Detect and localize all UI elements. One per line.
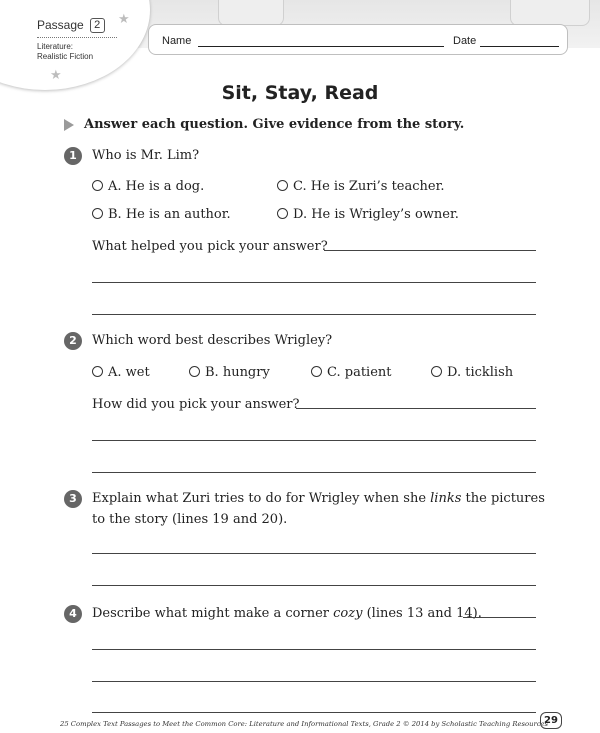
page-number: 29 bbox=[540, 712, 562, 729]
radio-icon bbox=[92, 208, 103, 219]
star-icon: ★ bbox=[50, 68, 62, 83]
radio-icon bbox=[92, 366, 103, 377]
answer-choice[interactable]: A. wet bbox=[92, 365, 150, 380]
answer-line[interactable] bbox=[92, 472, 536, 473]
radio-icon bbox=[277, 208, 288, 219]
question-number: 3 bbox=[64, 490, 82, 508]
answer-line[interactable] bbox=[92, 314, 536, 315]
radio-icon bbox=[189, 366, 200, 377]
date-field[interactable] bbox=[480, 46, 559, 47]
genre-line: Realistic Fiction bbox=[37, 52, 94, 61]
question-number: 1 bbox=[64, 147, 82, 165]
radio-icon bbox=[431, 366, 442, 377]
answer-line[interactable] bbox=[92, 585, 536, 586]
answer-line[interactable] bbox=[296, 408, 536, 409]
answer-line[interactable] bbox=[92, 681, 536, 682]
genre-label bbox=[37, 42, 93, 62]
answer-choice[interactable]: B. hungry bbox=[189, 365, 270, 380]
radio-icon bbox=[92, 180, 103, 191]
arrow-icon bbox=[64, 119, 74, 131]
question-number: 4 bbox=[64, 605, 82, 623]
answer-choice[interactable]: C. He is Zuri’s teacher. bbox=[277, 179, 445, 194]
answer-choice[interactable]: D. He is Wrigley’s owner. bbox=[277, 207, 459, 222]
band-frame bbox=[510, 0, 590, 26]
footer-citation: 25 Complex Text Passages to Meet the Common Core: Literature and Informational Texts, Grade 2 © 2014 by Scholastic Teaching Resources bbox=[60, 720, 549, 728]
followup-prompt: What helped you pick your answer? bbox=[92, 239, 328, 254]
answer-line[interactable] bbox=[92, 712, 536, 713]
answer-line[interactable] bbox=[324, 250, 536, 251]
answer-choice[interactable]: C. patient bbox=[311, 365, 392, 380]
answer-line[interactable] bbox=[92, 649, 536, 650]
answer-line[interactable] bbox=[463, 617, 536, 618]
band-frame bbox=[218, 0, 284, 26]
passage-number: 2 bbox=[90, 18, 105, 33]
answer-choice[interactable]: D. ticklish bbox=[431, 365, 513, 380]
answer-choice[interactable]: A. He is a dog. bbox=[92, 179, 204, 194]
answer-line[interactable] bbox=[92, 553, 536, 554]
question-prompt: Explain what Zuri tries to do for Wrigley when she links the pictures to the story (lines 19 and 20). bbox=[92, 491, 545, 527]
genre-line: Literature: bbox=[37, 42, 74, 51]
name-field[interactable] bbox=[198, 46, 444, 47]
passage-label: Passage 2 bbox=[37, 18, 105, 33]
followup-prompt: How did you pick your answer? bbox=[92, 397, 300, 412]
answer-line[interactable] bbox=[92, 282, 536, 283]
badge-divider bbox=[37, 37, 117, 38]
question-prompt: Who is Mr. Lim? bbox=[92, 148, 200, 163]
answer-line[interactable] bbox=[92, 440, 536, 441]
radio-icon bbox=[277, 180, 288, 191]
star-icon: ★ bbox=[118, 12, 130, 27]
question-number: 2 bbox=[64, 332, 82, 350]
instructions: Answer each question. Give evidence from the story. bbox=[84, 117, 465, 132]
name-date-box bbox=[148, 24, 568, 55]
page-title: Sit, Stay, Read bbox=[221, 82, 379, 104]
question-prompt: Describe what might make a corner cozy (lines 13 and 14). bbox=[92, 606, 482, 621]
name-label: Name bbox=[162, 35, 192, 47]
answer-choice[interactable]: B. He is an author. bbox=[92, 207, 231, 222]
question-prompt: Which word best describes Wrigley? bbox=[92, 333, 333, 348]
date-label: Date bbox=[453, 35, 477, 47]
radio-icon bbox=[311, 366, 322, 377]
